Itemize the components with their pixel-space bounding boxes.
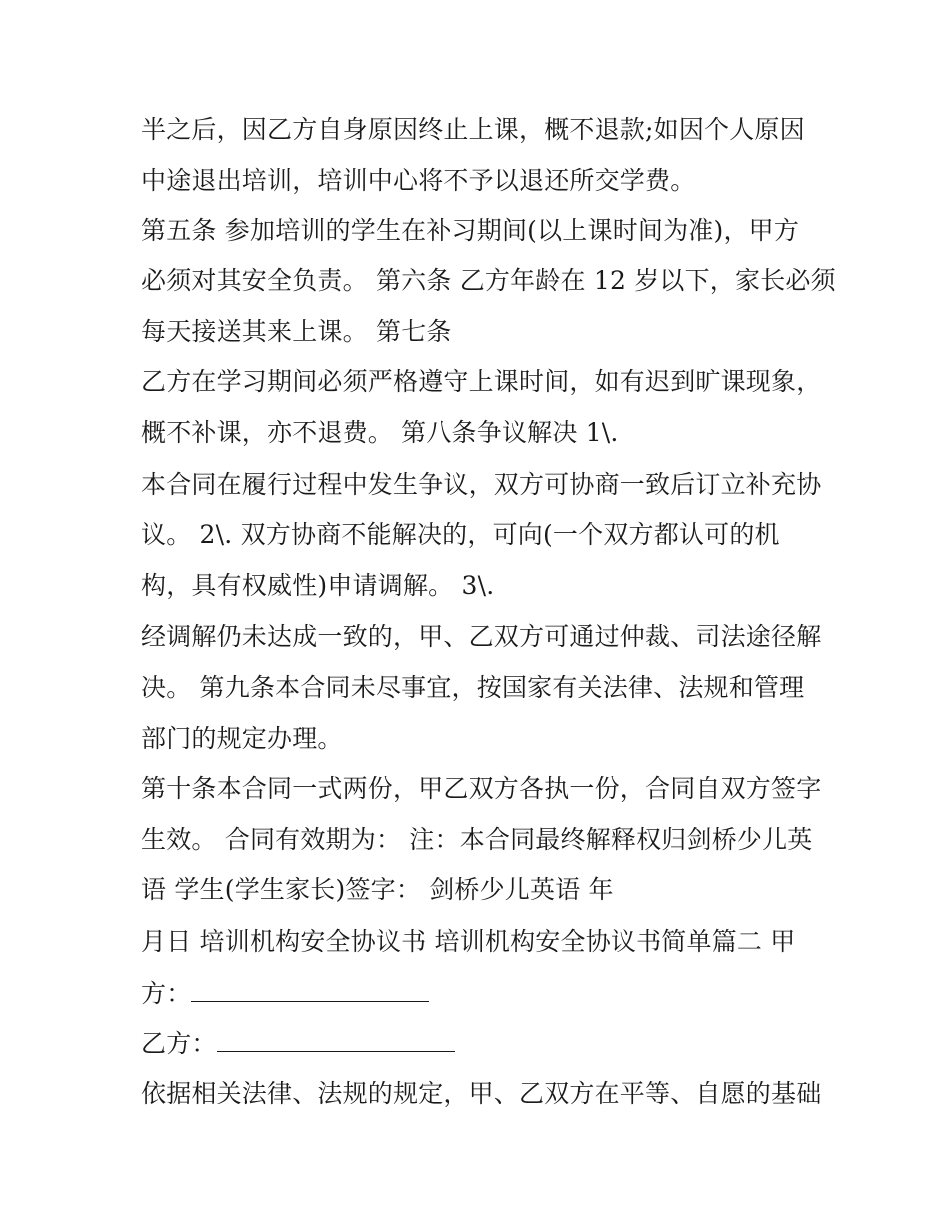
party-b-line [141,1029,455,1059]
party-a-label: 方： [141,979,192,1008]
text-line: 经调解仍未达成一致的，甲、乙双方可通过仲裁、司法途径解 [141,622,822,651]
text-line: 第十条本合同一式两份，甲乙双方各执一份，合同自双方签字 [141,774,822,803]
text-line: 乙方在学习期间必须严格遵守上课时间，如有迟到旷课现象， [141,367,822,396]
text-line: 部门的规定办理。 [141,724,343,753]
text-line: 月日 培训机构安全协议书 培训机构安全协议书简单篇二 甲 [141,927,796,956]
text-line: 半之后，因乙方自身原因终止上课，概不退款;如因个人原因 [141,115,805,144]
text-line: 每天接送其来上课。 第七条 [141,317,452,346]
text-line: 构，具有权威性)申请调解。 3\. [141,571,495,600]
text-line: 必须对其安全负责。 第六条 乙方年龄在 12 岁以下，家长必须 [141,266,836,295]
text-line: 语 学生(学生家长)签字： 剑桥少儿英语 年 [141,875,614,904]
text-line: 决。 第九条本合同未尽事宜，按国家有关法律、法规和管理 [141,673,805,702]
text-line: 概不补课，亦不退费。 第八条争议解决 1\. [141,418,619,447]
party-b-blank [217,1029,455,1052]
text-line: 生效。 合同有效期为： 注：本合同最终解释权归剑桥少儿英 [141,825,813,854]
party-a-line [141,979,429,1009]
text-line: 依据相关法律、法规的规定，甲、乙双方在平等、自愿的基础 [141,1079,822,1108]
party-b-label: 乙方： [141,1029,217,1058]
text-line: 第五条 参加培训的学生在补习期间(以上课时间为准)，甲方 [141,216,800,245]
party-a-blank [191,979,429,1002]
text-line: 中途退出培训，培训中心将不予以退还所交学费。 [141,166,696,195]
text-line: 议。 2\. 双方协商不能解决的，可向(一个双方都认可的机 [141,520,780,549]
text-line: 本合同在履行过程中发生争议，双方可协商一致后订立补充协 [141,470,822,499]
